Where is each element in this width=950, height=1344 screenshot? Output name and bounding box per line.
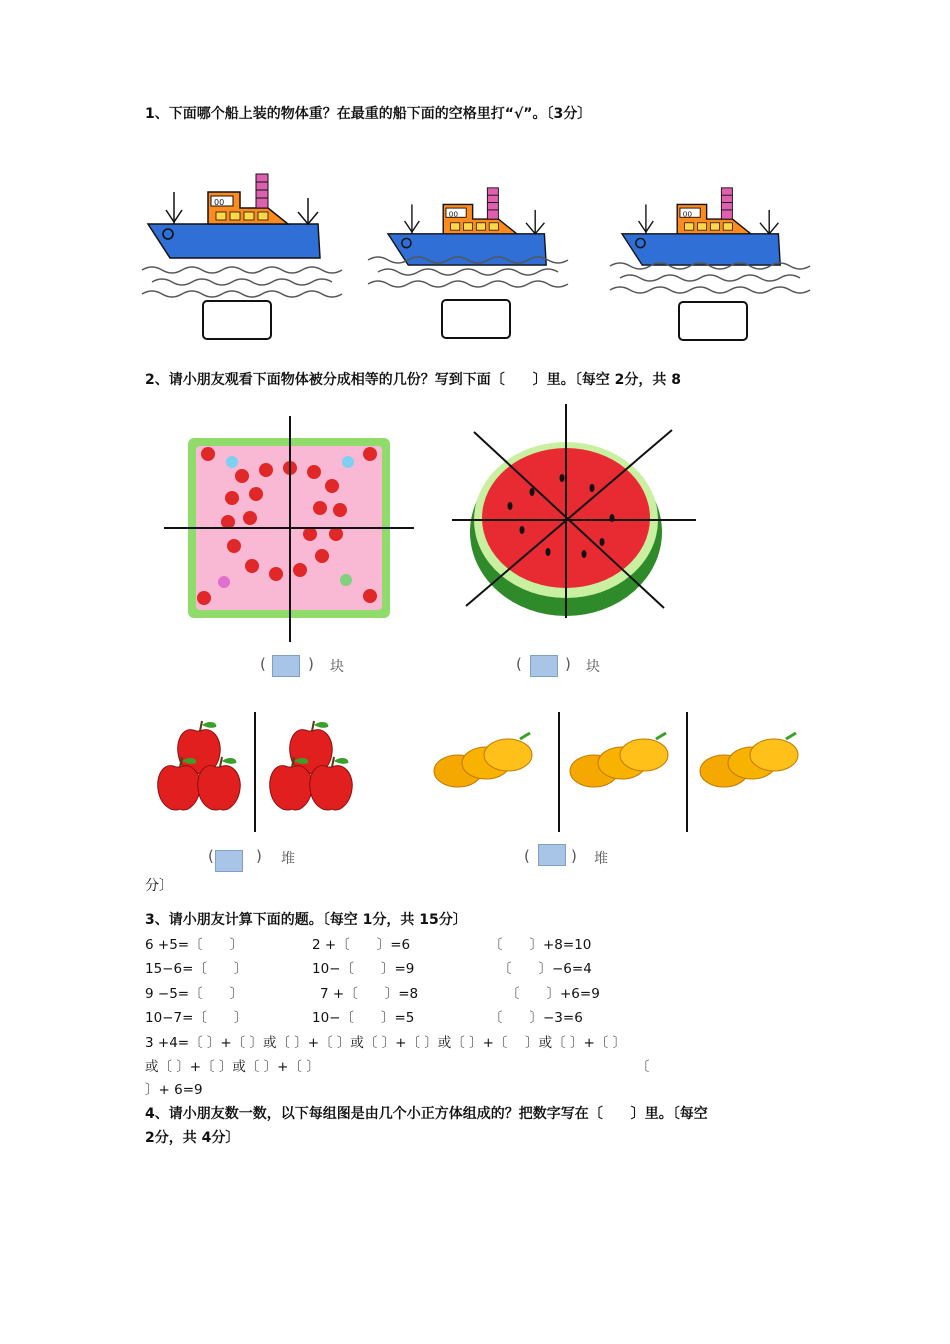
- q3-row3-col1: 9 −5=〔 〕: [145, 986, 244, 1002]
- mango-divider-2: [686, 712, 688, 832]
- mangoes-unit: 堆: [594, 851, 608, 867]
- cake-unit: 块: [330, 659, 344, 675]
- q4-title-b: 2分，共 4分〕: [145, 1130, 240, 1146]
- mangoes-answer-box[interactable]: [538, 844, 566, 866]
- watermelon-answer-box[interactable]: [530, 655, 558, 677]
- ships-illustration: 00: [140, 160, 820, 300]
- q3-row1-col2: 2 +〔 〕=6: [312, 937, 411, 953]
- q3-row2-col2: 10−〔 〕=9: [312, 961, 415, 977]
- cake-illustration: [160, 410, 420, 650]
- ship-2: [388, 188, 546, 265]
- mangoes-illustration: [432, 725, 812, 805]
- q3-line7: 〕+ 6=9: [145, 1082, 203, 1098]
- q3-line6b: 〔: [636, 1059, 650, 1075]
- q3-row4-col1: 10−7=〔 〕: [145, 1010, 248, 1026]
- apples-close-paren: ): [256, 847, 262, 865]
- q3-row1-col1: 6 +5=〔 〕: [145, 937, 244, 953]
- cake-answer-box[interactable]: [272, 655, 300, 677]
- apple-divider: [254, 712, 256, 832]
- apples-unit: 堆: [281, 851, 295, 867]
- q2-title: 2、请小朋友观看下面物体被分成相等的几份？写到下面〔 〕里。〔每空 2分，共 8: [145, 372, 681, 388]
- q3-row3-col3: 〔 〕+6=9: [506, 986, 600, 1002]
- ship-3-answer-box[interactable]: [678, 301, 748, 341]
- q3-row1-col3: 〔 〕+8=10: [489, 937, 592, 953]
- q3-row2-col3: 〔 〕−6=4: [498, 961, 592, 977]
- mango-divider-1: [558, 712, 560, 832]
- apples-illustration: [150, 715, 370, 825]
- cake-open-paren: (: [260, 655, 266, 673]
- q3-row4-col2: 10−〔 〕=5: [312, 1010, 415, 1026]
- watermelon-unit: 块: [586, 659, 600, 675]
- q4-title-a: 4、请小朋友数一数，以下每组图是由几个小正方体组成的？把数字写在〔 〕里。〔每空: [145, 1106, 708, 1122]
- q2-title-tail: 分〕: [145, 878, 173, 894]
- q3-row4-col3: 〔 〕−3=6: [489, 1010, 583, 1026]
- q3-row2-col1: 15−6=〔 〕: [145, 961, 248, 977]
- watermelon-close-paren: ): [565, 655, 571, 673]
- watermelon-open-paren: (: [516, 655, 522, 673]
- mangoes-open-paren: (: [524, 847, 530, 865]
- ship-1-answer-box[interactable]: [202, 300, 272, 340]
- q3-title: 3、请小朋友计算下面的题。〔每空 1分，共 15分〕: [145, 912, 467, 928]
- q1-title: 1、下面哪个船上装的物体重？在最重的船下面的空格里打“√”。〔3分〕: [145, 106, 592, 122]
- watermelon-illustration: [452, 402, 702, 622]
- ship-2-answer-box[interactable]: [441, 299, 511, 339]
- cake-close-paren: ): [308, 655, 314, 673]
- q3-line5: 3 +4=〔 〕+〔 〕或〔 〕+〔 〕或〔 〕+〔 〕或〔 〕+〔 〕或〔 〕+〔 〕: [145, 1035, 627, 1051]
- ship-1: [148, 174, 320, 258]
- apples-open-paren: (: [208, 847, 214, 865]
- apples-answer-box[interactable]: [215, 850, 243, 872]
- ship-3: [622, 188, 780, 265]
- q3-row3-col2: 7 +〔 〕=8: [320, 986, 419, 1002]
- q3-line6a: 或〔 〕+〔 〕或〔 〕+〔 〕: [145, 1059, 320, 1075]
- mangoes-close-paren: ): [571, 847, 577, 865]
